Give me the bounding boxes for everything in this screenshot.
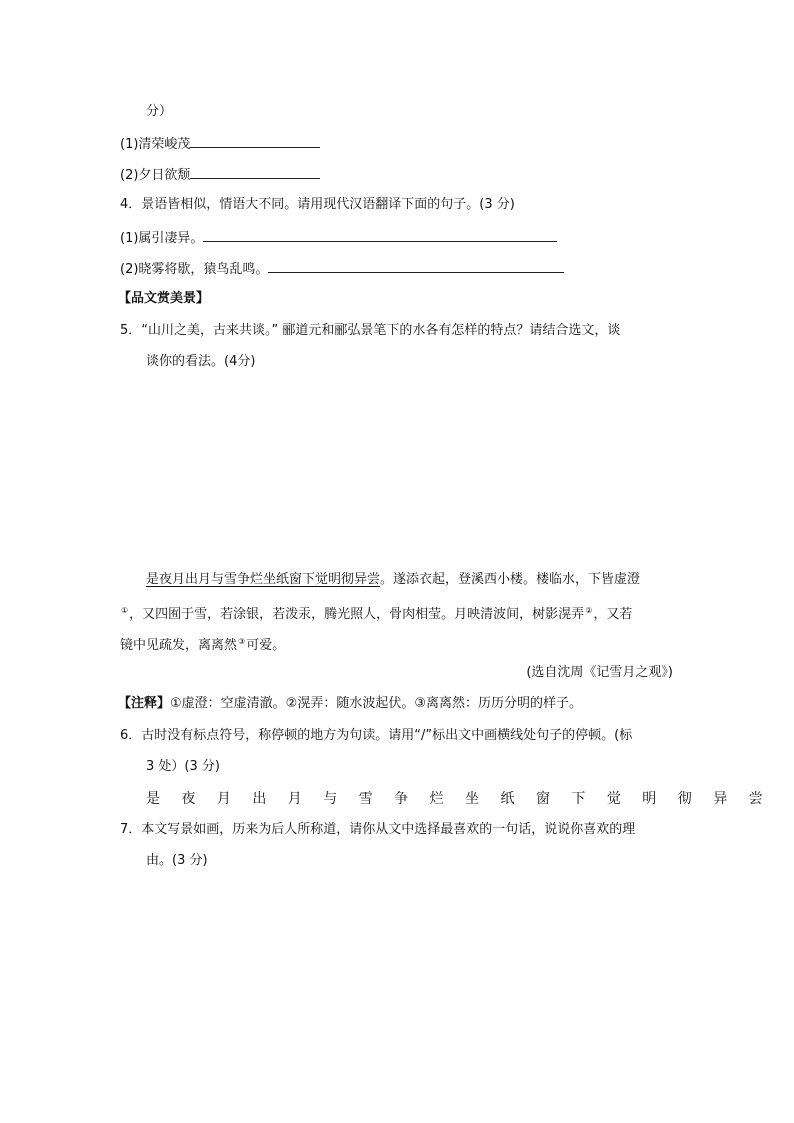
q7-line-2: 由。(3 分) [146,853,208,868]
underlined-sentence: 是夜月出月与雪争烂坐纸窗下觉明彻异尝 [146,572,381,587]
passage-text: ，又若 [593,607,633,622]
q6-line-1: 6．古时没有标点符号，称停顿的地方为句读。请用“/”标出文中画横线处句子的停顿。(标 [120,728,633,743]
passage-text: 镜中见疏发，离离然 [120,638,238,653]
section-heading: 【品文赏美景】 [118,291,210,306]
passage-text: 可爱。 [246,638,286,653]
answer-blank[interactable] [268,259,564,273]
q5-line-2: 谈你的看法。(4分) [146,354,256,369]
passage-line-2 [120,602,632,624]
q6-sentence: 是 夜 月 出 月 与 雪 争 烂 坐 纸 窗 下 觉 明 彻 异 尝 [146,791,772,807]
passage-text: 。遂添衣起，登溪西小楼。楼临水，下皆虚澄 [380,572,641,587]
q4-item-2-label: (2)晓雾将歇，猿鸟乱鸣。 [120,262,269,277]
q4-stem: 4．景语皆相似，情语大不同。请用现代汉语翻译下面的句子。(3 分) [120,197,515,212]
q4-item-1-label: (1)属引凄异。 [120,231,204,246]
answer-blank[interactable] [190,165,320,179]
q3-item-2-label: (2)夕日欲颓 [120,168,191,183]
passage-line-3 [120,633,285,655]
q4-item-1 [120,228,557,248]
footnote-marker-1: ① [121,606,129,615]
passage-source: (选自沈周《记雪月之观》) [526,665,673,680]
annotation-notes [118,695,582,713]
notes-text: ①虚澄：空虚清澈。②滉弄：随水波起伏。③离离然：历历分明的样子。 [170,696,582,711]
q3-item-2 [120,165,320,185]
passage-text: ，又四囿于雪，若涂银，若泼汞，腾光照人，骨肉相莹。月映清波间，树影滉弄 [129,607,585,622]
q4-item-2 [120,259,564,279]
q7-line-1: 7．本文写景如画，历来为后人所称道，请你从文中选择最喜欢的一句话，说说你喜欢的理 [120,822,636,837]
answer-blank[interactable] [190,134,320,148]
passage-line-1 [146,571,640,589]
q5-line-1: 5．“山川之美，古来共谈。” 郦道元和郦弘景笔下的水各有怎样的特点？请结合选文，谈 [120,323,621,338]
notes-label: 【注释】 [118,696,171,711]
q3-item-1 [120,134,320,154]
footnote-marker-3: ③ [238,637,246,646]
answer-blank[interactable] [203,228,557,242]
q6-line-2: 3 处）(3 分) [146,759,220,774]
q3-item-1-label: (1)清荣峻茂 [120,137,191,152]
q3-tail-text: 分） [146,104,173,119]
footnote-marker-2: ② [585,606,593,615]
